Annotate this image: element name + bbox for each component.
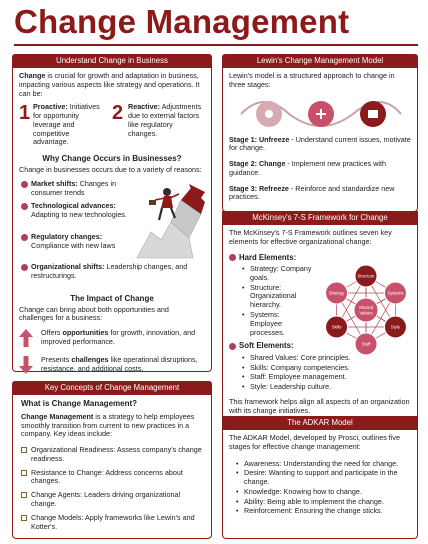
understand-change-panel [12,54,212,372]
impact-heading: The Impact of Change [70,293,154,303]
key-concepts-panel [12,381,212,539]
checkbox-square-icon [21,470,27,476]
reason-market: Market shifts: Changes in consumer trends [21,180,131,198]
mckinsey-body [222,225,418,417]
list-item: • Awareness: Understanding the need for change. [235,460,411,469]
seven-s-node-label: Structure [357,273,375,279]
hard-elements: Hard Elements: • Strategy: Company goals. • Structure: Organizational hierarchy. • Systems: Employee processes. [229,253,411,338]
reason-organizational: Organizational shifts: Leadership changes, and restructurings. [21,263,207,281]
impact-intro: Change can bring about both opportunities and challenges for a business: [19,304,169,323]
mckinsey-outro: This framework helps align all aspects of an organization with its change initiatives. [229,396,410,415]
lewin-panel [222,54,418,212]
seven-s-diagram [317,261,415,359]
mckinsey-intro: The McKinsey's 7-S Framework outlines seven key elements for effective organizational change: [229,228,392,246]
hard-elements-list [241,265,313,337]
lewin-stage-1: Stage 1: Unfreeze - Understand current issues, motivate for change. [229,134,411,153]
lewin-stage-2: Stage 2: Change - Implement new practices with guidance. [229,159,386,177]
challenge-row: Presents challenges like operational disruptions, resistance, and additional costs. [19,356,205,374]
list-item: • Strategy: Company goals. [241,265,313,283]
list-item: • Structure: Organizational hierarchy. [241,284,313,310]
shared-values-label: Values [359,310,373,316]
understand-change-header: Understand Change in Business [12,54,212,68]
list-item: • Desire: Wanting to support and participate in the change. [235,469,411,487]
shared-values-label: Shared [358,305,374,310]
key-ideas-list [21,446,205,531]
change-type-reactive: 2 Reactive: Adjustments due to external factors like regulatory changes. [112,103,205,147]
change-types [19,103,205,147]
adkar-intro: The ADKAR Model, developed by Prosci, outlines five stages for effective change management: [229,433,400,451]
list-item: Change Models: Apply frameworks like Lewin's and Kotter's. [21,514,205,532]
why-change-heading: Why Change Occurs in Businesses? [42,154,182,164]
bullet-dot-icon [21,181,28,188]
lewin-body [222,68,418,212]
what-is-heading: What is Change Management? [21,399,138,408]
broken-arrow-illustration [131,178,207,262]
list-item: • Staff: Employee management. [241,373,411,382]
page-title: Change Management [14,3,350,40]
key-concepts-body [12,395,212,539]
lewin-stages-diagram [229,94,413,134]
list-item: Resistance to Change: Address concerns about changes. [21,469,205,487]
checkbox-square-icon [21,447,27,453]
reasons-section [19,178,205,286]
bullet-dot-icon [21,264,28,271]
list-item: • Style: Leadership culture. [241,383,411,392]
seven-s-node-label: Strategy [328,290,345,296]
list-item: Change Agents: Leaders driving organizational change. [21,491,205,509]
list-item: Organizational Readiness: Assess company's change readiness. [21,446,205,464]
reason-technology: Technological advances: Adapting to new technologies. [21,202,131,220]
arrow-up-icon [19,329,33,347]
seven-s-node-label: Skills [331,324,342,330]
seven-s-node-label: Staff [361,341,371,347]
adkar-header: The ADKAR Model [222,416,418,430]
arrow-down-icon [19,356,33,374]
seven-s-node-label: Systems [387,290,404,296]
understand-change-body [12,68,212,372]
key-concepts-header: Key Concepts of Change Management [12,381,212,395]
lewin-header: Lewin's Change Management Model [222,54,418,68]
list-item: • Systems: Employee processes. [241,311,313,337]
bullet-dot-icon [229,254,236,261]
mckinsey-panel [222,211,418,417]
number-2: 2 [112,102,124,125]
change-type-proactive: 1 Proactive: Initiatives for opportunity leverage and competitive advantage. [19,102,100,147]
change-management-definition: Change Management is a strategy to help employees smoothly transition from current to new practices in a company. Key ideas include: [21,411,195,439]
adkar-list [235,460,411,517]
soft-elements-list [241,354,411,392]
number-1: 1 [19,102,31,125]
why-change-intro: Change in businesses occurs due to a variety of reasons: [19,165,202,174]
lewin-stage-3: Stage 3: Refreeze - Reinforce and standardize new practices. [229,183,395,202]
checkbox-square-icon [21,492,27,498]
checkbox-square-icon [21,515,27,521]
soft-elements: Soft Elements: • Shared Values: Core principles. • Skills: Company competencies. • Staff: Employee management. • Style: Leadership culture. [229,341,411,392]
mckinsey-header: McKinsey's 7-S Framework for Change [222,211,418,225]
bullet-dot-icon [229,343,236,350]
bullet-dot-icon [21,203,28,210]
change-intro: Change is crucial for growth and adaptation in business, impacting various aspects like strategy and operations. It can be: [19,71,200,98]
bullet-dot-icon [21,234,28,241]
reason-regulatory: Regulatory changes: Compliance with new laws [21,233,131,251]
seven-s-node-label: Style [390,324,401,330]
adkar-panel [222,416,418,539]
list-item: • Reinforcement: Ensuring the change sticks. [235,507,411,516]
list-item: • Shared Values: Core principles. [241,354,411,363]
lewin-intro: Lewin's model is a structured approach to change in three stages: [229,71,395,89]
adkar-body [222,430,418,539]
title-divider [14,44,418,46]
opportunity-row: Offers opportunities for growth, innovation, and improved performance. [19,329,205,347]
list-item: • Ability: Being able to implement the change. [235,498,411,507]
list-item: • Skills: Company competencies. [241,364,411,373]
list-item: • Knowledge: Knowing how to change. [235,488,411,497]
